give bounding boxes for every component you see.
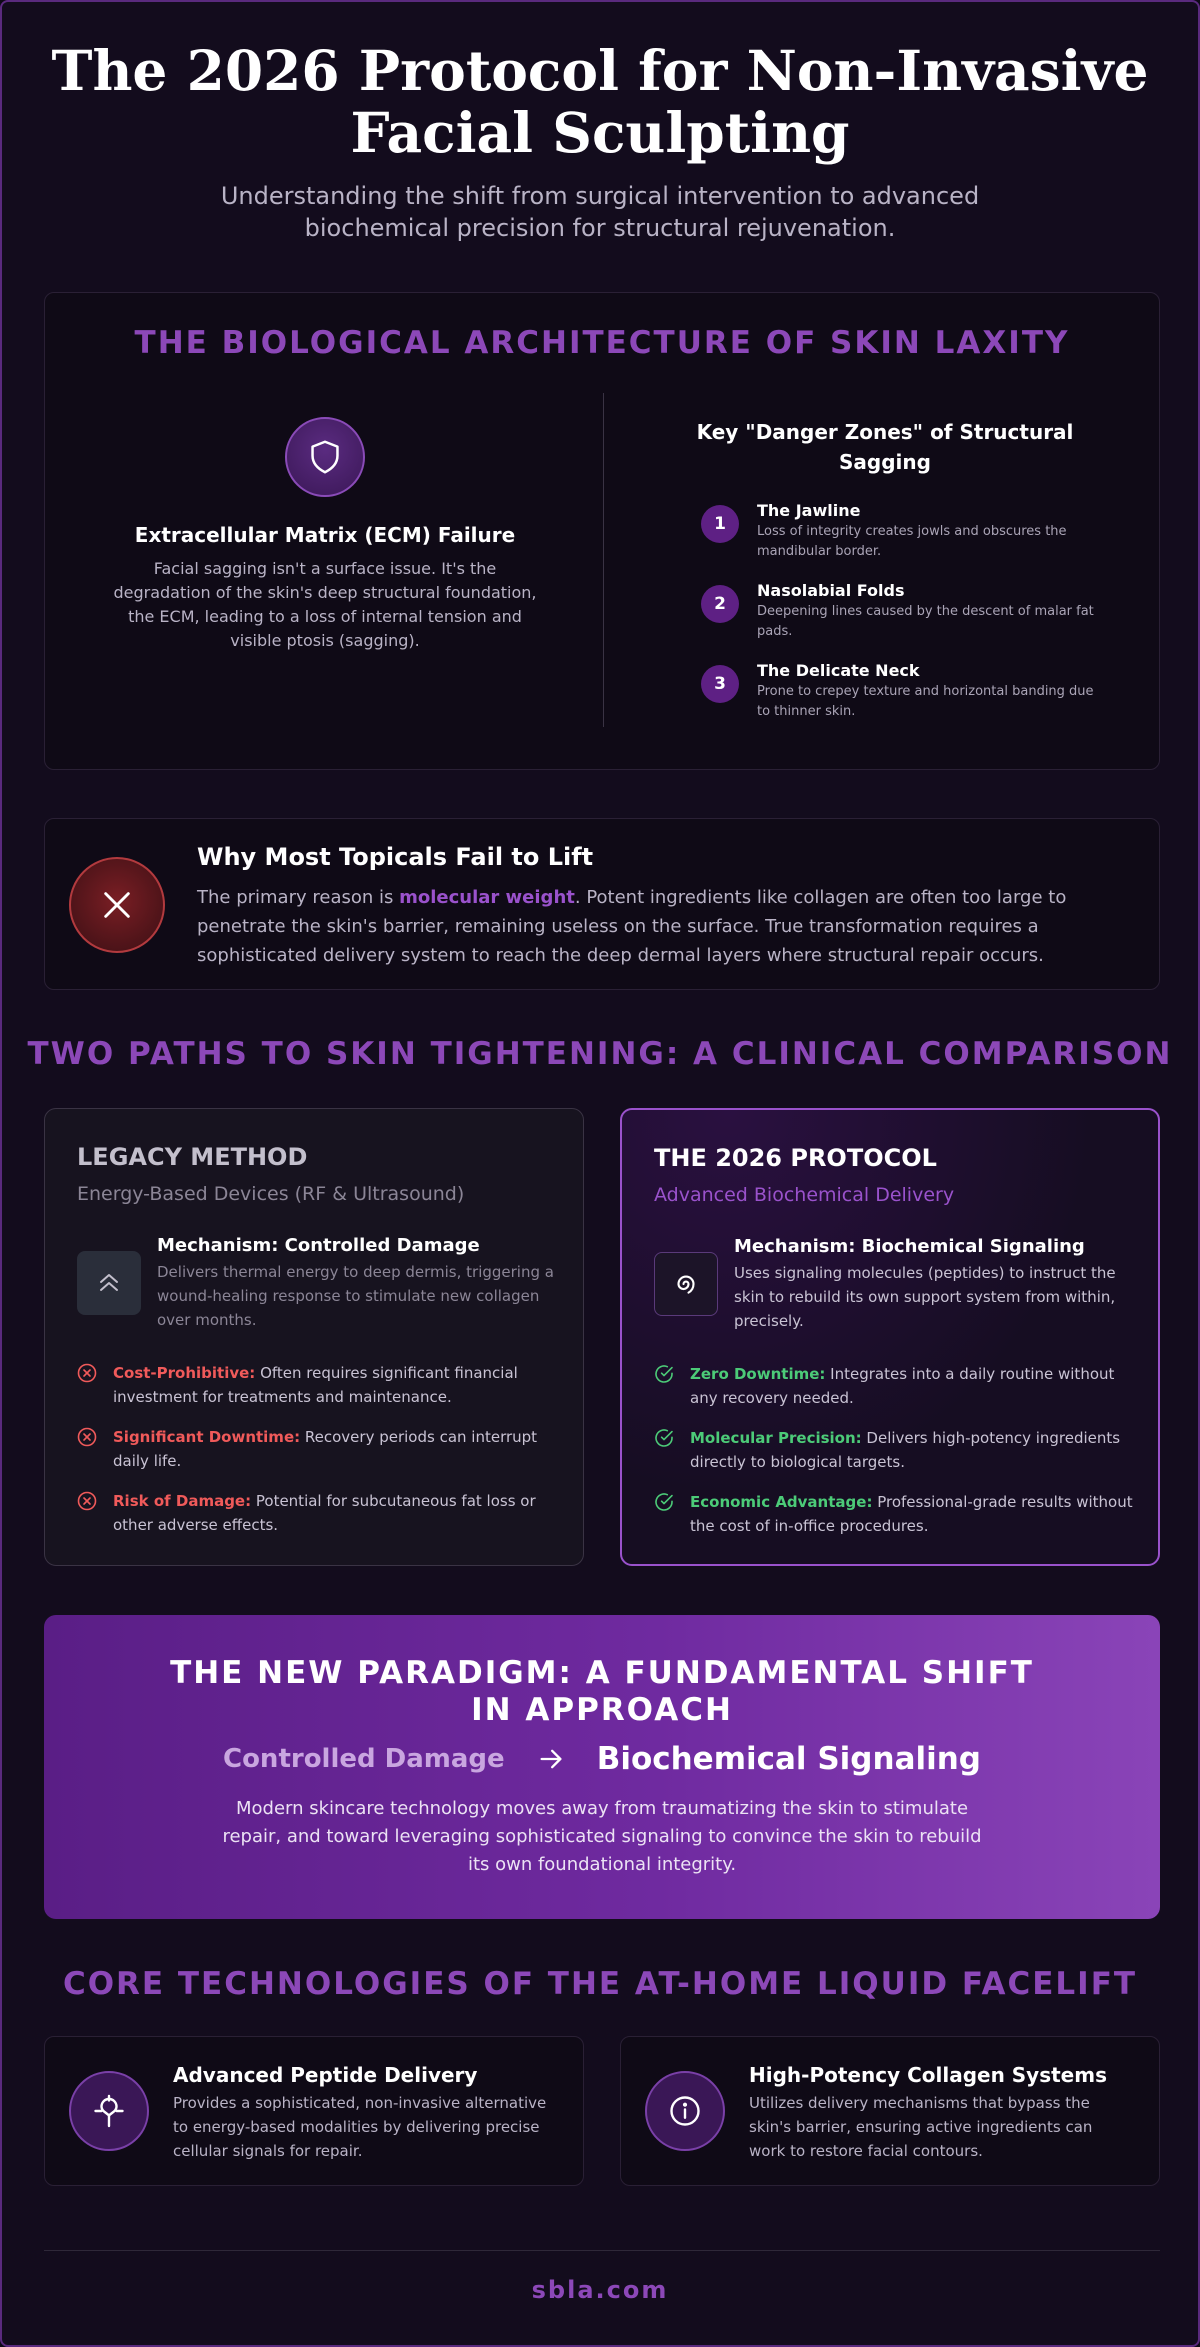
biology-card [44, 292, 1160, 770]
list-item [654, 1490, 1134, 1538]
paradigm-title: THE NEW PARADIGM: A FUNDAMENTAL SHIFT IN APPROACH [170, 1655, 1034, 1728]
paradigm-shift [44, 1741, 1160, 1777]
point-text [113, 1361, 557, 1409]
point-text [690, 1426, 1134, 1474]
list-item [654, 1362, 1134, 1410]
list-item [77, 1489, 557, 1537]
legacy-mechanism [157, 1235, 557, 1332]
text-segment: Recovery periods can interrupt daily life. [113, 1428, 538, 1470]
list-item [701, 581, 1101, 642]
arrow-right-icon [537, 1745, 565, 1773]
page-subtitle: Understanding the shift from surgical intervention to advanced biochemical precision for structural rejuvenation. [220, 182, 980, 242]
legacy-title: LEGACY METHOD [77, 1143, 308, 1171]
chevrons-up-icon [77, 1251, 141, 1315]
text-segment: The primary reason is [197, 887, 400, 908]
tech-card-collagen [620, 2036, 1160, 2186]
point-text [113, 1425, 557, 1473]
legacy-subtitle: Energy-Based Devices (RF & Ultrasound) [77, 1183, 465, 1205]
danger-zones [645, 417, 1125, 719]
divider [603, 393, 604, 727]
plug-icon [69, 2071, 149, 2151]
footer-divider [44, 2250, 1160, 2251]
ecm-title: Extracellular Matrix (ECM) Failure [134, 523, 516, 547]
paradigm-banner [44, 1615, 1160, 1919]
text-segment: Often requires significant financial investment for treatments and maintenance. [113, 1364, 518, 1406]
topicals-title: Why Most Topicals Fail to Lift [197, 843, 594, 871]
comparison-title: TWO PATHS TO SKIN TIGHTENING: A CLINICAL COMPARISON [27, 1036, 1173, 1072]
tech-card-peptide [44, 2036, 584, 2186]
zone-number: 1 [701, 505, 739, 543]
shift-to: Biochemical Signaling [596, 1741, 981, 1777]
page-title: The 2026 Protocol for Non-Invasive Facial Sculpting [51, 38, 1149, 165]
point-label: Economic Advantage: [690, 1493, 873, 1511]
zone-title: The Jawline [757, 501, 861, 520]
point-label: Zero Downtime: [690, 1365, 826, 1383]
danger-zones-title: Key "Danger Zones" of Structural Sagging [696, 420, 1074, 474]
mechanism-title: Mechanism: Biochemical Signaling [734, 1236, 1085, 1257]
point-label: Risk of Damage: [113, 1492, 252, 1510]
zone-number: 3 [701, 665, 739, 703]
biology-title: THE BIOLOGICAL ARCHITECTURE OF SKIN LAXITY [134, 325, 1070, 361]
tech-title: Advanced Peptide Delivery [173, 2063, 478, 2087]
zone-title: The Delicate Neck [757, 661, 920, 680]
zone-text: Prone to crepey texture and horizontal banding due to thinner skin. [757, 684, 1094, 719]
legacy-method-card [44, 1108, 584, 1566]
spiral-icon [654, 1252, 718, 1316]
paradigm-text: Modern skincare technology moves away from traumatizing the skin to stimulate repair, and toward leveraging sophisticated signaling to convince the skin to rebuild its own foundational integrity. [222, 1798, 982, 1875]
mechanism-text: Delivers thermal energy to deep dermis, triggering a wound-healing response to stimulate new collagen over months. [157, 1263, 554, 1329]
check-circle-icon [654, 1428, 674, 1448]
mechanism-text: Uses signaling molecules (peptides) to instruct the skin to rebuild its own support system from within, precisely. [734, 1264, 1116, 1330]
point-text [690, 1362, 1134, 1410]
x-circle-icon [77, 1363, 97, 1383]
ecm-text: Facial sagging isn't a surface issue. It's the degradation of the skin's deep structural foundation, the ECM, leading to a loss of internal tension and visible ptosis (sagging). [113, 559, 537, 650]
list-item [77, 1361, 557, 1409]
x-icon [69, 857, 165, 953]
shift-from: Controlled Damage [222, 1744, 505, 1774]
protocol-subtitle: Advanced Biochemical Delivery [654, 1184, 955, 1206]
protocol-mechanism [734, 1236, 1134, 1333]
list-item [701, 661, 1101, 722]
hero [2, 2, 1198, 244]
point-label: Significant Downtime: [113, 1428, 301, 1446]
text-segment: Integrates into a daily routine without any recovery needed. [690, 1365, 1115, 1407]
zone-title: Nasolabial Folds [757, 581, 905, 600]
topicals-text [197, 883, 1127, 970]
core-title: CORE TECHNOLOGIES OF THE AT-HOME LIQUID FACELIFT [62, 1966, 1138, 2002]
list-item [701, 501, 1101, 562]
text-segment: . Potent ingredients like collagen are often too large to penetrate the skin's barrier, remaining useless on the surface. True transformation requires a sophisticated delivery system to reach the deep dermal layers where structural repair occurs. [197, 887, 1067, 966]
point-text [690, 1490, 1134, 1538]
x-circle-icon [77, 1427, 97, 1447]
footer-site-link[interactable]: sbla.com [531, 2276, 669, 2304]
x-circle-icon [77, 1491, 97, 1511]
check-circle-icon [654, 1492, 674, 1512]
point-label: Molecular Precision: [690, 1429, 862, 1447]
zone-text: Deepening lines caused by the descent of malar fat pads. [757, 604, 1094, 639]
highlight-text: molecular weight [399, 887, 575, 908]
info-icon [645, 2071, 725, 2151]
ecm-block [85, 417, 565, 653]
point-text [113, 1489, 557, 1537]
point-label: Cost-Prohibitive: [113, 1364, 256, 1382]
check-circle-icon [654, 1364, 674, 1384]
protocol-title: THE 2026 PROTOCOL [654, 1144, 937, 1172]
zone-text: Loss of integrity creates jowls and obscures the mandibular border. [757, 524, 1067, 559]
tech-text: Utilizes delivery mechanisms that bypass the skin's barrier, ensuring active ingredients can work to restore facial contours. [749, 2094, 1093, 2160]
tech-title: High-Potency Collagen Systems [749, 2063, 1107, 2087]
protocol-card [620, 1108, 1160, 1566]
text-segment: Professional-grade results without the cost of in-office procedures. [690, 1493, 1133, 1535]
shield-icon [285, 417, 365, 497]
mechanism-title: Mechanism: Controlled Damage [157, 1235, 480, 1256]
list-item [654, 1426, 1134, 1474]
text-segment: Delivers high-potency ingredients directly to biological targets. [690, 1429, 1121, 1471]
tech-text: Provides a sophisticated, non-invasive alternative to energy-based modalities by delivering precise cellular signals for repair. [173, 2094, 547, 2160]
list-item [77, 1425, 557, 1473]
zone-number: 2 [701, 585, 739, 623]
topicals-card [44, 818, 1160, 990]
text-segment: Potential for subcutaneous fat loss or other adverse effects. [113, 1492, 536, 1534]
